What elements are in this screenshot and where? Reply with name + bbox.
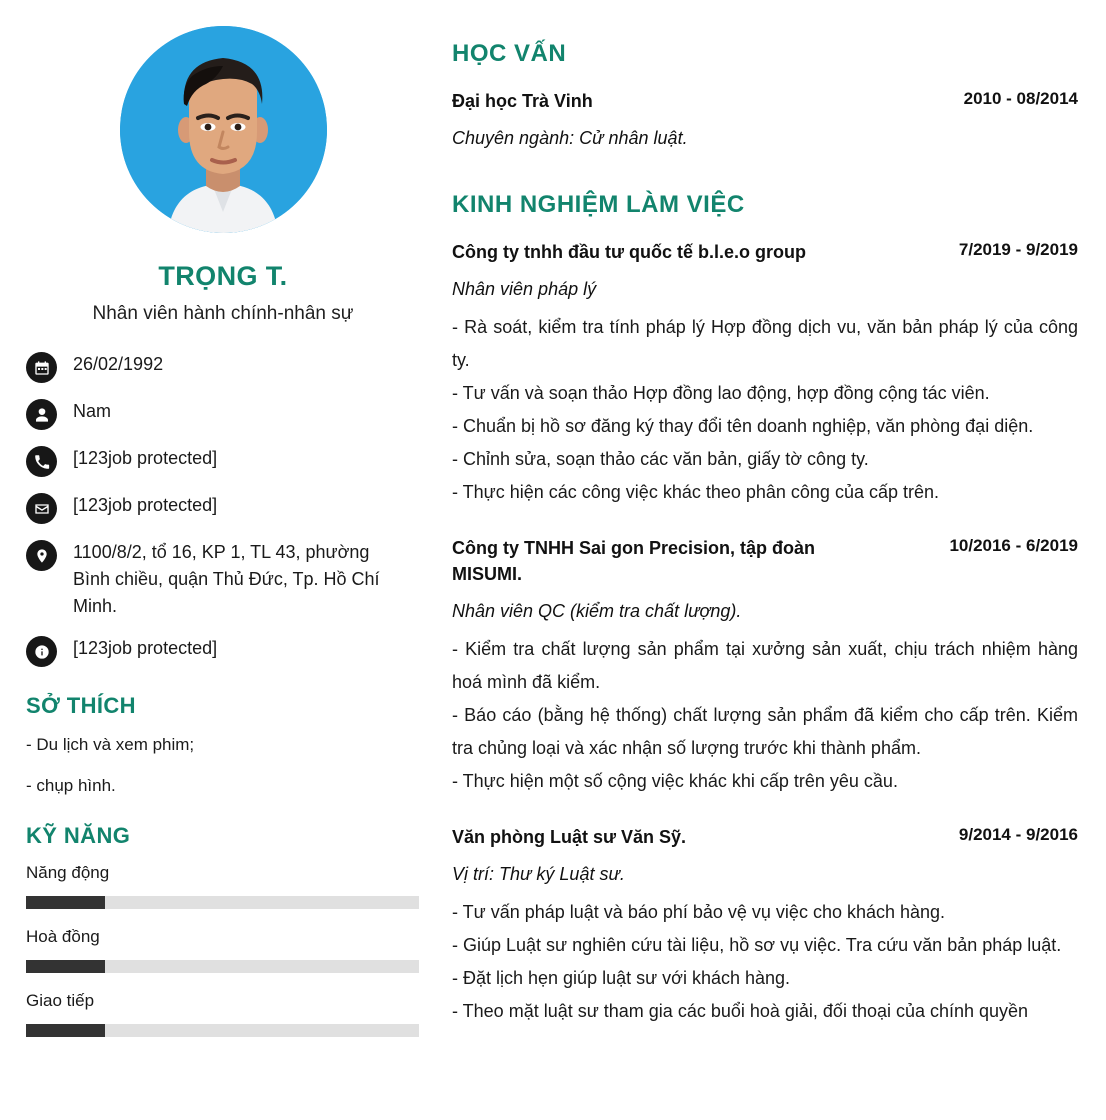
experience-heading: KINH NGHIỆM LÀM VIỆC [452, 191, 745, 218]
contact-row [26, 398, 420, 430]
contact-row [26, 539, 420, 620]
skill-progress-track [26, 896, 419, 909]
info-value: [123job protected] [73, 638, 218, 658]
contact-list [26, 351, 420, 667]
company-name: Công ty TNHH Sai gon Precision, tập đoàn MISUMI. [452, 538, 816, 584]
birthdate-value: 26/02/1992 [73, 354, 164, 374]
entry-header [452, 824, 1078, 850]
responsibility-item: - Tư vấn và soạn thảo Hợp đồng lao động, hợp đồng cộng tác viên. [452, 383, 990, 403]
page-title: TRỌNG T. [158, 261, 288, 291]
position-title: Nhân viên QC (kiểm tra chất lượng). [452, 601, 742, 621]
education-entry [452, 88, 1078, 151]
entry-header [452, 88, 1078, 114]
portrait-photo-icon [120, 26, 327, 233]
phone-icon [26, 446, 57, 477]
contact-row[interactable] [26, 635, 420, 667]
responsibility-item: - Theo mặt luật sư tham gia các buổi hoà giải, đối thoại của chính quyền [452, 1001, 1029, 1021]
education-major: Chuyên ngành: Cử nhân luật. [452, 128, 688, 148]
calendar-icon [26, 352, 57, 383]
contact-row[interactable] [26, 492, 420, 524]
skill-progress-track [26, 960, 419, 973]
company-name: Công ty tnhh đầu tư quốc tế b.l.e.o group [452, 242, 806, 262]
skill-label: Hoà đồng [26, 927, 100, 946]
responsibility-list [452, 633, 1078, 798]
experience-date: 9/2014 - 9/2016 [958, 825, 1078, 844]
experience-entry [452, 239, 1078, 509]
responsibility-item: - Thực hiện một số cộng việc khác khi cấp trên yêu cầu. [452, 771, 898, 791]
avatar [120, 26, 327, 233]
skill-item [26, 991, 420, 1037]
responsibility-item: - Chỉnh sửa, soạn thảo các văn bản, giấy tờ công ty. [452, 449, 869, 469]
experience-entry [452, 535, 1078, 798]
cv-main-column [440, 0, 1106, 1120]
hobbies-heading: SỞ THÍCH [26, 693, 136, 718]
gender-value: Nam [73, 401, 112, 421]
skill-item [26, 927, 420, 973]
skill-progress-fill [26, 896, 105, 909]
responsibility-list [452, 896, 1078, 1028]
envelope-icon [26, 493, 57, 524]
skill-progress-fill [26, 960, 105, 973]
responsibility-item: - Rà soát, kiểm tra tính pháp lý Hợp đồng dịch vu, văn bản pháp lý của công ty. [452, 317, 1078, 370]
responsibility-item: - Báo cáo (bằng hệ thống) chất lượng sản phẩm đã kiểm cho cấp trên. Kiểm tra chủng loại và xác nhận số lượng trước khi thành phẩm. [452, 705, 1078, 758]
responsibility-list [452, 311, 1078, 509]
company-name: Văn phòng Luật sư Văn Sỹ. [452, 827, 687, 847]
skill-item [26, 863, 420, 909]
responsibility-item: - Thực hiện các công việc khác theo phân công của cấp trên. [452, 482, 940, 502]
education-heading: HỌC VẤN [452, 40, 567, 67]
responsibility-item: - Đặt lịch hẹn giúp luật sư với khách hàng. [452, 968, 791, 988]
info-icon [26, 636, 57, 667]
contact-row[interactable] [26, 445, 420, 477]
position-title: Nhân viên pháp lý [452, 279, 597, 299]
hobby-item: - Du lịch và xem phim; [26, 735, 195, 754]
contact-row [26, 351, 420, 383]
email-value: [123job protected] [73, 495, 218, 515]
experience-entry [452, 824, 1078, 1028]
skill-label: Giao tiếp [26, 991, 95, 1010]
responsibility-item: - Kiểm tra chất lượng sản phẩm tại xưởng sản xuất, chịu trách nhiệm hàng hoá mình đã kiểm. [452, 639, 1078, 692]
skill-progress-track [26, 1024, 419, 1037]
section-spacer [452, 802, 1078, 824]
hobby-item: - chụp hình. [26, 776, 116, 795]
skill-progress-fill [26, 1024, 105, 1037]
job-title-subtitle: Nhân viên hành chính-nhân sự [92, 303, 354, 324]
experience-date: 10/2016 - 6/2019 [949, 536, 1078, 555]
phone-value: [123job protected] [73, 448, 218, 468]
education-date: 2010 - 08/2014 [963, 89, 1078, 108]
responsibility-item: - Giúp Luật sư nghiên cứu tài liệu, hồ sơ vụ việc. Tra cứu văn bản pháp luật. [452, 935, 1062, 955]
section-spacer [452, 513, 1078, 535]
responsibility-item: - Tư vấn pháp luật và báo phí bảo vệ vụ việc cho khách hàng. [452, 902, 946, 922]
entry-header [452, 535, 1078, 587]
responsibility-item: - Chuẩn bị hồ sơ đăng ký thay đổi tên doanh nghiệp, văn phòng đại diện. [452, 416, 1034, 436]
cv-sidebar [0, 0, 440, 1120]
skills-heading: KỸ NĂNG [26, 823, 131, 848]
location-pin-icon [26, 540, 57, 571]
experience-date: 7/2019 - 9/2019 [958, 240, 1078, 259]
photo-wrapper [26, 26, 420, 233]
skill-label: Năng động [26, 863, 110, 882]
person-icon [26, 399, 57, 430]
position-title: Vị trí: Thư ký Luật sư. [452, 864, 625, 884]
school-name: Đại học Trà Vinh [452, 91, 593, 111]
entry-header [452, 239, 1078, 265]
address-value: 1100/8/2, tổ 16, KP 1, TL 43, phường Bình chiều, quận Thủ Đức, Tp. Hồ Chí Minh. [73, 542, 380, 616]
